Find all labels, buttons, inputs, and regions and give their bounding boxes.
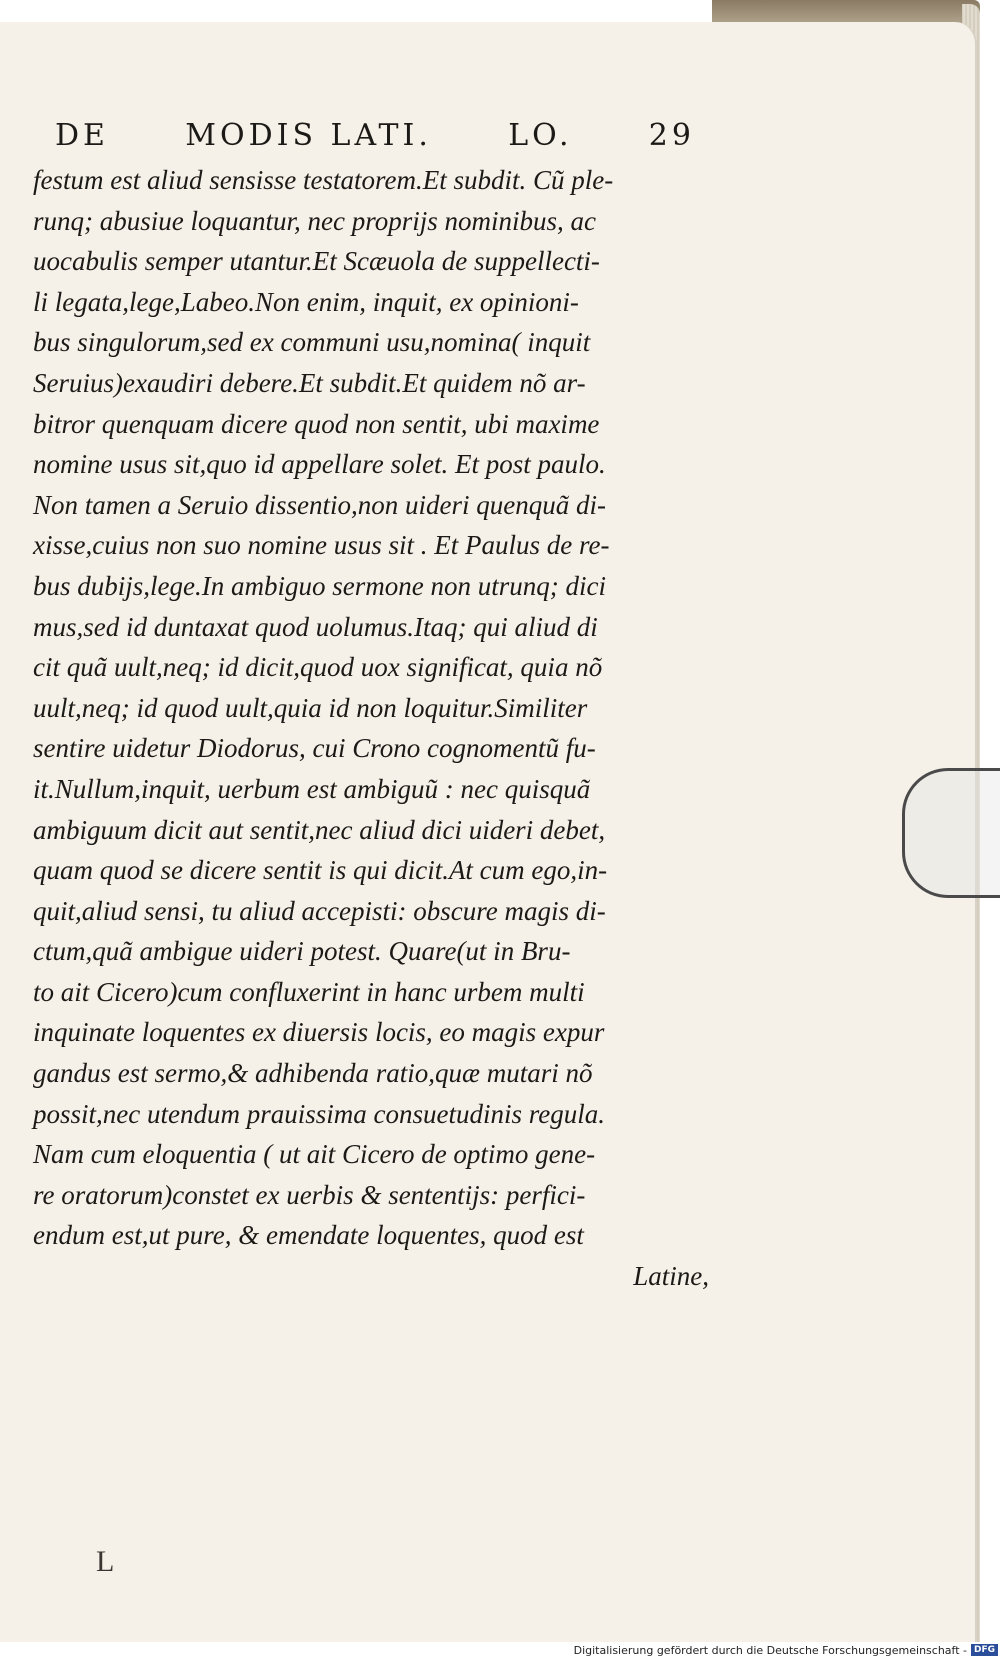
- text-line: quit,aliud sensi, tu aliud accepisti: obscure magis di-: [33, 895, 606, 926]
- text-line: it.Nullum,inquit, uerbum est ambiguũ : nec quisquã: [33, 773, 591, 804]
- text-line: festum est aliud sensisse testatorem.Et subdit. Cũ ple-: [33, 165, 614, 195]
- page-number: 29: [648, 118, 695, 153]
- text-line: xisse,cuius non suo nomine usus sit . Et Paulus de re-: [33, 530, 610, 561]
- text-line: mus,sed id duntaxat quod uolumus.Itaq; qui aliud di: [33, 611, 598, 642]
- text-line: sentire uidetur Diodorus, cui Crono cognomentũ fu-: [33, 733, 596, 764]
- text-line: bitror quenquam dicere quod non sentit, ubi maxime: [33, 408, 600, 439]
- dfg-logo-badge: DFG: [971, 1644, 998, 1656]
- text-line: Non tamen a Seruio dissentio,non uideri quenquã di-: [33, 489, 606, 520]
- footer-credit: Digitalisierung gefördert durch die Deutsche Forschungsgemeinschaft -: [573, 1643, 967, 1657]
- text-line: Seruius)exaudiri debere.Et subdit.Et quidem nõ ar-: [33, 367, 586, 398]
- text-line: nomine usus sit,quo id appellare solet. Et post paulo.: [33, 449, 606, 480]
- text-line: uocabulis semper utantur.Et Scæuola de suppellecti-: [33, 246, 600, 277]
- text-line: ambiguum dicit aut sentit,nec aliud dici uideri debet,: [33, 814, 606, 845]
- page-clip: [902, 768, 1000, 898]
- text-line: possit,nec utendum prauissima consuetudinis regula.: [33, 1098, 605, 1129]
- text-line: gandus est sermo,& adhibenda ratio,quæ mutari nõ: [33, 1058, 593, 1089]
- header-left: DE: [55, 118, 109, 153]
- text-line: to ait Cicero)cum confluxerint in hanc urbem multi: [33, 976, 585, 1007]
- body-text: [33, 160, 713, 1297]
- header-center: MODIS LATI.: [185, 118, 432, 153]
- running-header: [55, 118, 695, 153]
- text-line: bus singulorum,sed ex communi usu,nomina( inquit: [33, 327, 591, 358]
- text-line: runq; abusiue loquantur, nec proprijs nominibus, ac: [33, 205, 596, 236]
- text-line: re oratorum)constet ex uerbis & sententijs: perfici-: [33, 1179, 586, 1210]
- text-line: cit quã uult,neq; id dicit,quod uox significat, quia nõ: [33, 652, 603, 683]
- margin-mark: L: [96, 1545, 115, 1578]
- text-line: ctum,quã ambigue uideri potest. Quare(ut in Bru-: [33, 936, 571, 967]
- text-line: bus dubijs,lege.In ambiguo sermone non utrunq; dici: [33, 570, 606, 601]
- text-line: li legata,lege,Labeo.Non enim, inquit, ex opinioni-: [33, 286, 579, 317]
- text-line: inquinate loquentes ex diuersis locis, eo magis expur: [33, 1017, 605, 1048]
- digitization-footer: [0, 1642, 1000, 1658]
- text-line: quam quod se dicere sentit is qui dicit.At cum ego,in-: [33, 855, 608, 886]
- text-line: Nam cum eloquentia ( ut ait Cicero de optimo gene-: [33, 1139, 596, 1170]
- catchword: Latine,: [633, 1261, 709, 1292]
- header-right-abbrev: LO.: [508, 118, 573, 153]
- text-line: uult,neq; id quod uult,quia id non loquitur.Similiter: [33, 692, 588, 723]
- text-line: endum est,ut pure, & emendate loquentes, quod est: [33, 1220, 584, 1251]
